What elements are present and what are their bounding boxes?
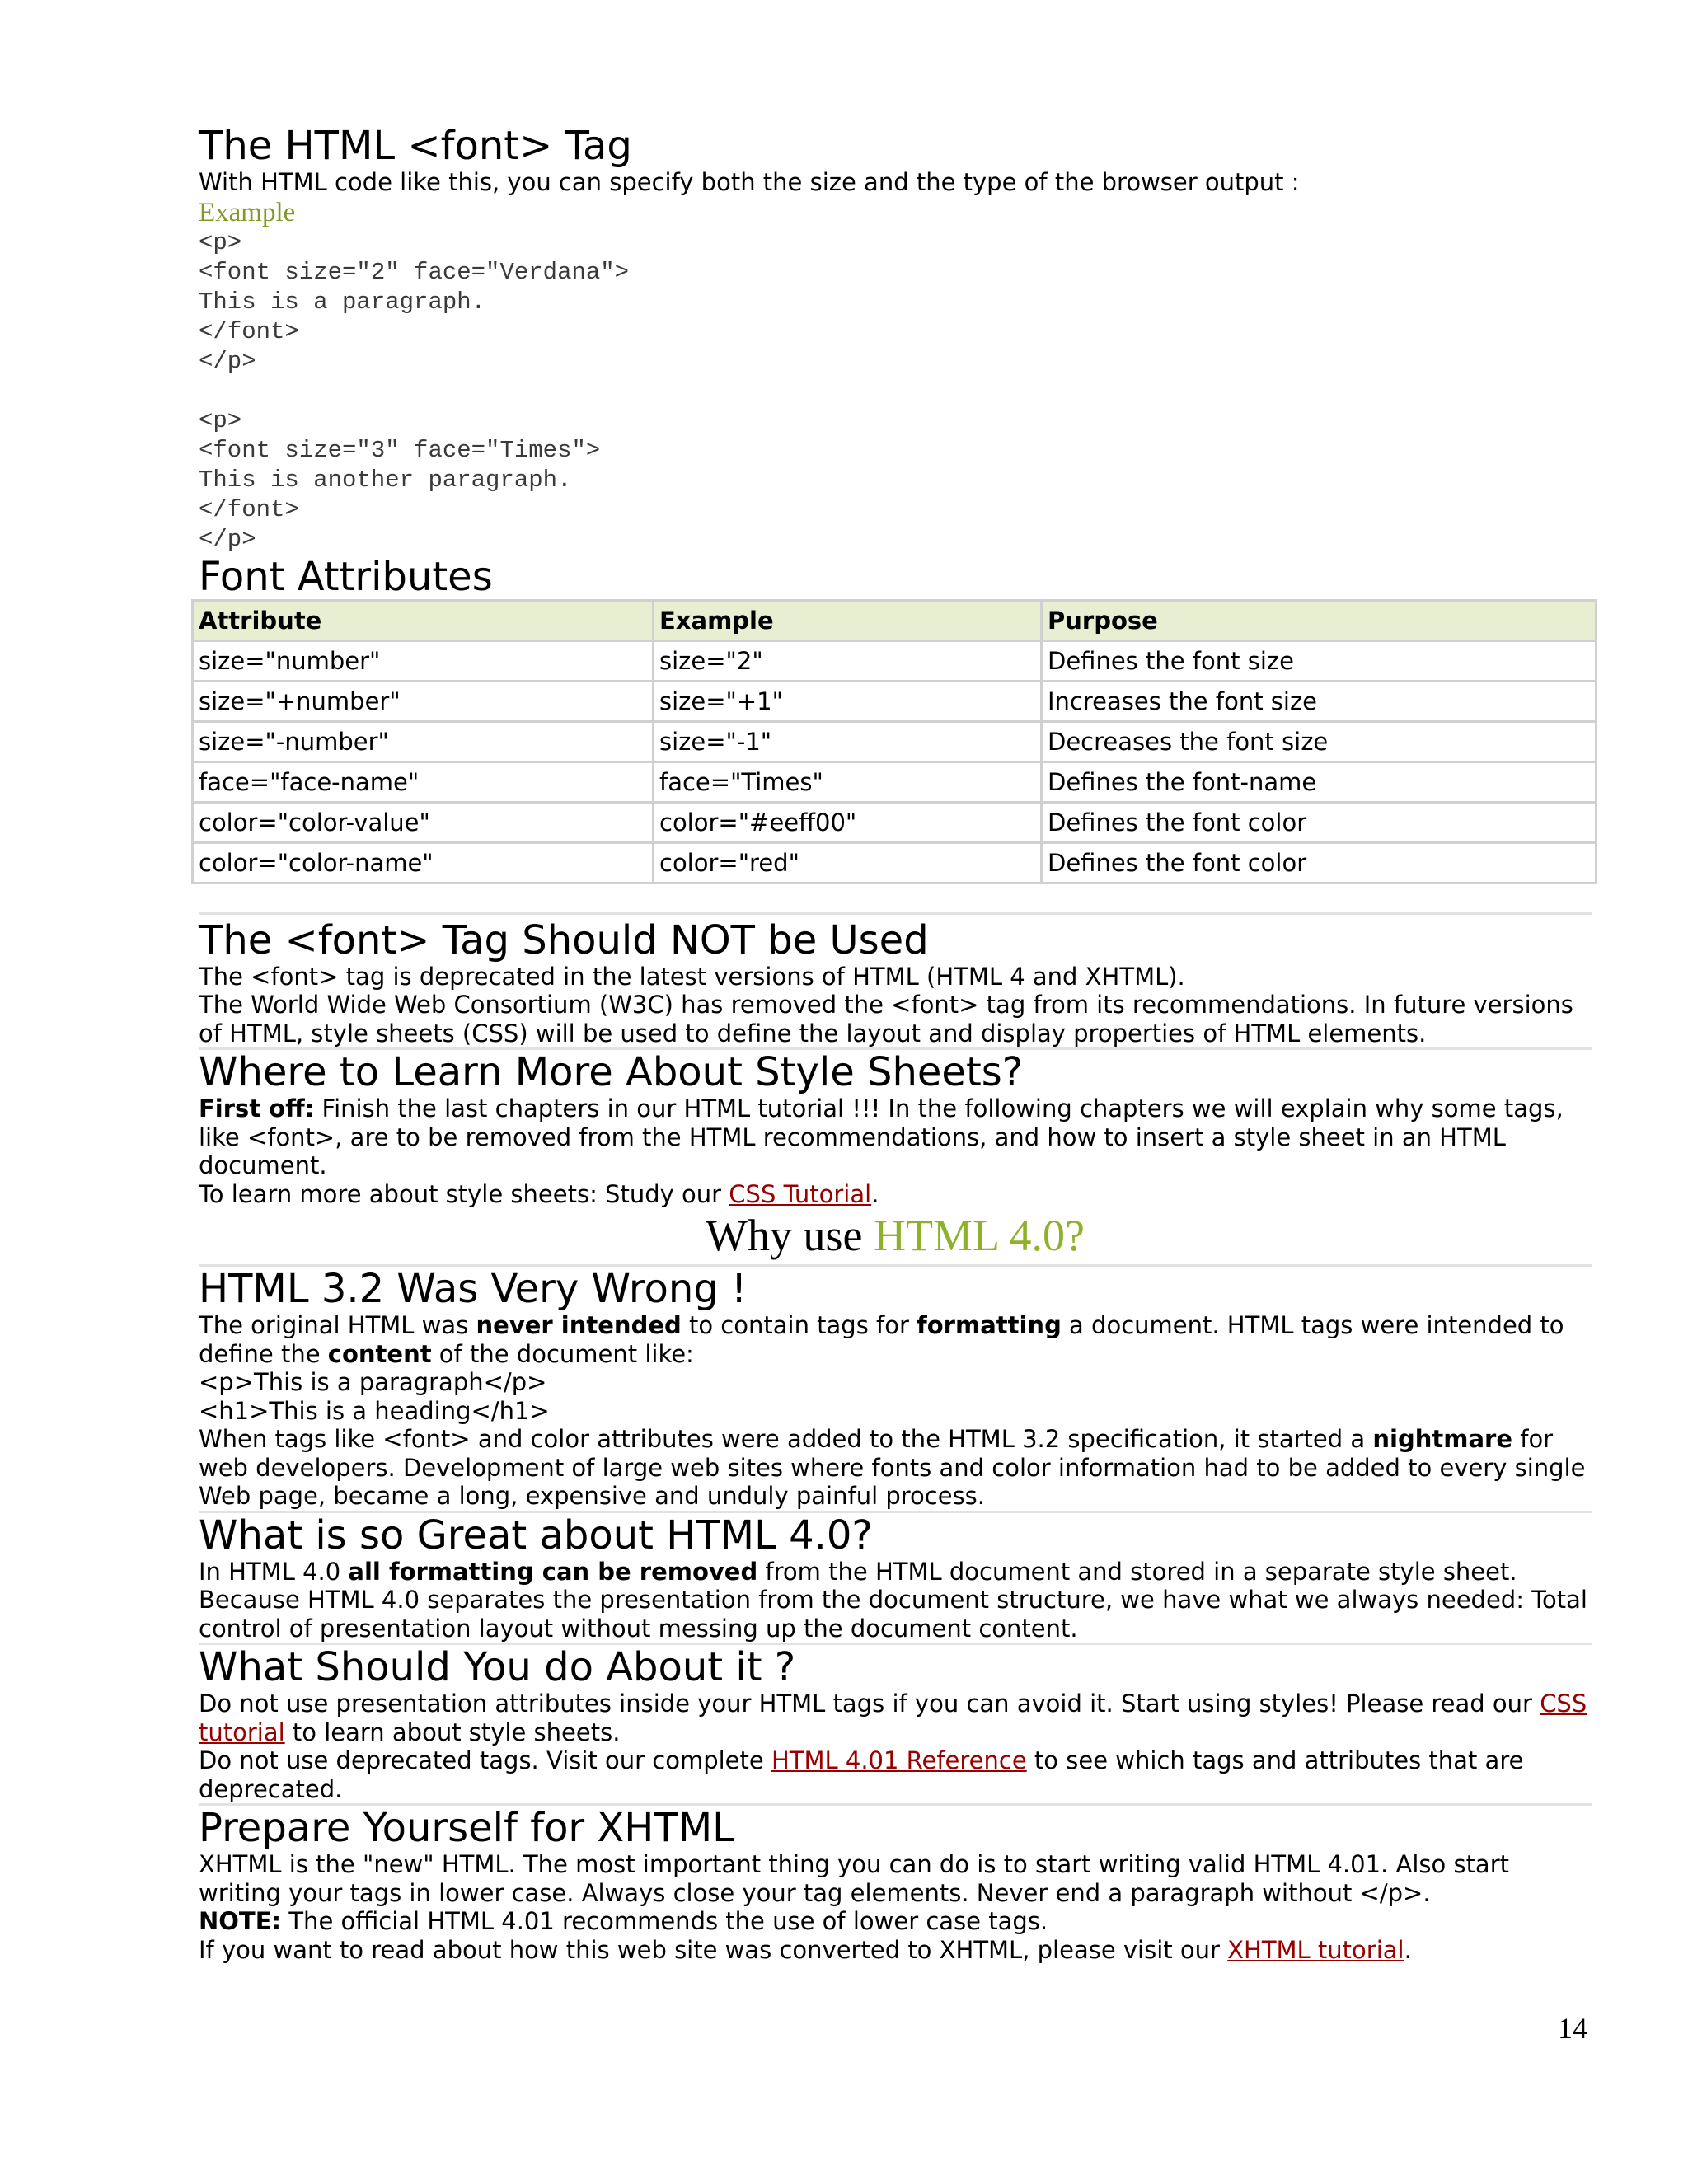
xhtml-body [199,1850,1592,1964]
xhtml-paragraph-3: If you want to read about how this web site was converted to XHTML, please visit our XHTML tutorial. [199,1935,1412,1964]
css-tutorial-link-2[interactable]: CSS tutorial [199,1690,1587,1746]
learn-more-css-line: To learn more about style sheets: Study our CSS Tutorial. [199,1179,879,1208]
should-do-paragraph-1: Do not use presentation attributes inside your HTML tags if you can avoid it. Start using styles! Please read our CSS tutorial to learn about style sheets. [199,1690,1587,1746]
font-tag-intro: With HTML code like this, you can specify both the size and the type of the browser output : [199,168,1300,196]
table-cell: size="number" [193,640,654,681]
divider [199,912,1592,915]
table-cell: size="+1" [654,681,1042,721]
great-paragraph-2: Because HTML 4.0 separates the presentation from the document structure, we have what we always needed: Total control of presentation layout without messing up the document content. [199,1586,1587,1643]
learn-more-body [199,1094,1592,1208]
xhtml-heading: Prepare Yourself for XHTML [199,1805,734,1851]
table-cell: size="-1" [654,721,1042,762]
html401-reference-link[interactable]: HTML 4.01 Reference [771,1746,1027,1774]
xhtml-note: NOTE: The official HTML 4.01 recommends the use of lower case tags. [199,1907,1048,1935]
font-attributes-table [191,599,1597,884]
html32-paragraph-2: When tags like <font> and color attributes were added to the HTML 3.2 specification, it started a nightmare for web developers. Development of large web sites where fonts and color information had to be added to every single Web page, became a long, expensive and unduly painful process. [199,1425,1586,1510]
table-row [193,640,1597,681]
html32-paragraph-1: The original HTML was never intended to contain tags for formatting a document. HTML tags were intended to define the content of the document like: [199,1311,1564,1368]
table-cell: face="face-name" [193,762,654,802]
page-number: 14 [1558,2012,1587,2045]
table-header-row [193,600,1597,640]
table-cell: size="+number" [193,681,654,721]
column-header-attribute: Attribute [193,600,654,640]
table-cell: Defines the font-name [1042,762,1597,802]
great-paragraph-1: In HTML 4.0 all formatting can be removed from the HTML document and stored in a separate style sheet. [199,1557,1517,1586]
column-header-example: Example [654,600,1042,640]
table-cell: color="color-name" [193,842,654,883]
great-body [199,1558,1592,1643]
column-header-purpose: Purpose [1042,600,1597,640]
should-do-heading: What Should You do About it ? [199,1644,796,1690]
font-tag-heading: The HTML <font> Tag [199,123,632,169]
table-cell: color="red" [654,842,1042,883]
table-cell: color="#eeff00" [654,802,1042,842]
document-page [199,124,1592,1964]
xhtml-tutorial-link[interactable]: XHTML tutorial [1227,1935,1404,1964]
html32-body [199,1311,1592,1511]
table-cell: Defines the font color [1042,842,1597,883]
xhtml-paragraph-1: XHTML is the "new" HTML. The most important thing you can do is to start writing valid HTML 4.01. Also start writing your tags in lower case. Always close your tag elements. Never end a paragraph without </p>. [199,1850,1510,1907]
table-row [193,762,1597,802]
learn-more-heading: Where to Learn More About Style Sheets? [199,1049,1024,1095]
example-label: Example [199,197,296,227]
not-used-line-1: The <font> tag is deprecated in the latest versions of HTML (HTML 4 and XHTML). [199,962,1185,991]
why-use-html4-title: Why use HTML 4.0? [706,1211,1085,1260]
table-row [193,842,1597,883]
learn-more-paragraph: First off: Finish the last chapters in our HTML tutorial !!! In the following chapters we will explain why some tags, like <font>, are to be removed from the HTML recommendations, and how to insert a style sheet in an HTML document. [199,1094,1564,1179]
should-do-body [199,1690,1592,1803]
table-cell: face="Times" [654,762,1042,802]
html32-heading: HTML 3.2 Was Very Wrong ! [199,1266,748,1312]
table-cell: Decreases the font size [1042,721,1597,762]
table-cell: color="color-value" [193,802,654,842]
font-attributes-heading: Font Attributes [199,553,493,600]
should-do-paragraph-2: Do not use deprecated tags. Visit our complete HTML 4.01 Reference to see which tags and attributes that are deprecated. [199,1746,1524,1803]
table-row [193,721,1597,762]
html32-example-heading: <h1>This is a heading</h1> [199,1396,550,1425]
font-tag-code-example: <p> <font size="2" face="Verdana"> This is a paragraph. </font> </p> <p> <font size="3" face="Times"> This is another paragraph. </font> </p> [199,228,630,553]
first-off-label: First off: [199,1094,315,1122]
table-cell: Defines the font size [1042,640,1597,681]
css-tutorial-link[interactable]: CSS Tutorial [729,1179,872,1208]
not-used-body [199,963,1592,1048]
html32-example-paragraph: <p>This is a paragraph</p> [199,1368,547,1396]
great-heading: What is so Great about HTML 4.0? [199,1511,873,1558]
table-cell: size="2" [654,640,1042,681]
not-used-heading: The <font> Tag Should NOT be Used [199,916,929,963]
table-cell: Increases the font size [1042,681,1597,721]
table-cell: Defines the font color [1042,802,1597,842]
not-used-line-2: The World Wide Web Consortium (W3C) has removed the <font> tag from its recommendations. In future versions of HTML, style sheets (CSS) will be used to define the layout and display properties of HTML elements. [199,991,1573,1047]
table-row [193,681,1597,721]
table-row [193,802,1597,842]
table-cell: size="-number" [193,721,654,762]
